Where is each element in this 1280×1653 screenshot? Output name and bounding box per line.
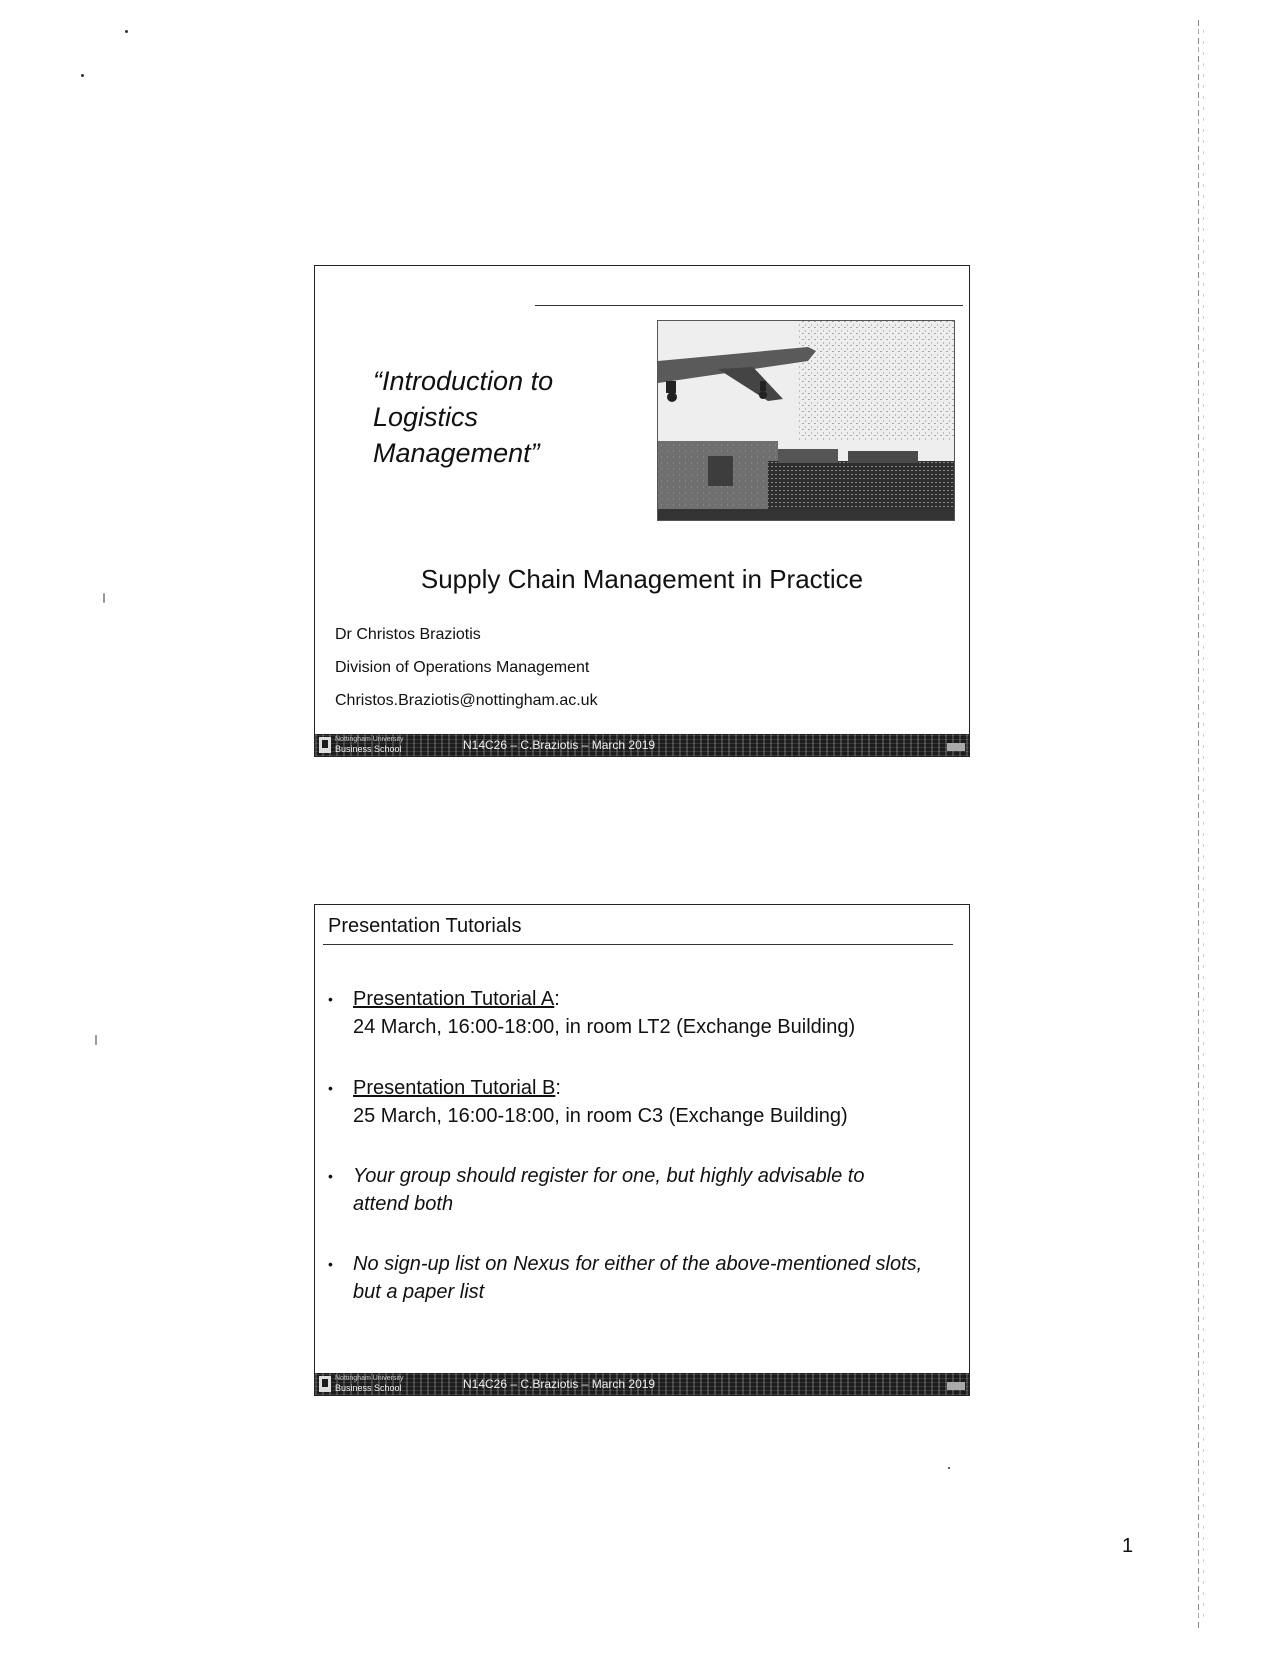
slide-rule [535,305,963,306]
bullet-icon: • [328,1080,333,1096]
slide-rule [323,944,953,945]
slide-title-text: “Introduction to Logistics Management” [373,366,554,468]
footer-school: Business School [335,1383,402,1393]
division-name: Division of Operations Management [335,659,590,676]
footer-text: N14C26 – C.Braziotis – March 2019 [463,738,656,752]
slide-footer [315,734,969,756]
bullet-icon: • [328,1168,333,1184]
author-name: Dr Christos Braziotis [335,626,481,643]
scan-speck [103,593,105,603]
tutorial-a-detail: 24 March, 16:00-18:00, in room LT2 (Exchange Building) [353,1016,856,1038]
footer-page-mark [947,1382,965,1390]
tutorial-b-colon: : [555,1077,561,1099]
signup-note-text: No sign-up list on Nexus for either of the above-mentioned slots, but a paper list [353,1253,923,1303]
scan-edge-line [1198,20,1199,1630]
university-crest-icon [319,1376,331,1392]
slide-heading: Presentation Tutorials [328,915,522,937]
slide-footer [315,1373,969,1395]
footer-school: Business School [335,744,402,754]
footer-page-mark [947,743,965,751]
page-number: 1 [1122,1535,1134,1557]
author-email: Christos.Braziotis@nottingham.ac.uk [335,692,598,709]
scan-speck [95,1035,97,1045]
university-crest-icon [319,737,331,753]
slide-presentation-tutorials [314,904,970,1396]
footer-university: Nottingham University [335,736,404,743]
footer-text: N14C26 – C.Braziotis – March 2019 [463,1377,656,1391]
bullet-icon: • [328,991,333,1007]
tutorial-b-label: Presentation Tutorial B [353,1077,556,1099]
logistics-photo [657,320,955,521]
scan-speck [125,30,128,33]
tutorial-b-detail: 25 March, 16:00-18:00, in room C3 (Exchange Building) [353,1105,848,1127]
bullet-icon: • [328,1256,333,1272]
slide-title [314,265,970,757]
footer-university: Nottingham University [335,1375,404,1382]
register-note-text: Your group should register for one, but highly advisable to attend both [353,1165,865,1215]
scan-speck [948,1467,950,1469]
slide-subtitle: Supply Chain Management in Practice [420,564,864,594]
tutorial-a-colon: : [554,988,560,1010]
scan-speck [81,74,84,77]
tutorial-a-label: Presentation Tutorial A [353,988,555,1010]
scan-edge-line [1203,30,1204,1620]
aircraft-warehouse-image [658,321,954,520]
